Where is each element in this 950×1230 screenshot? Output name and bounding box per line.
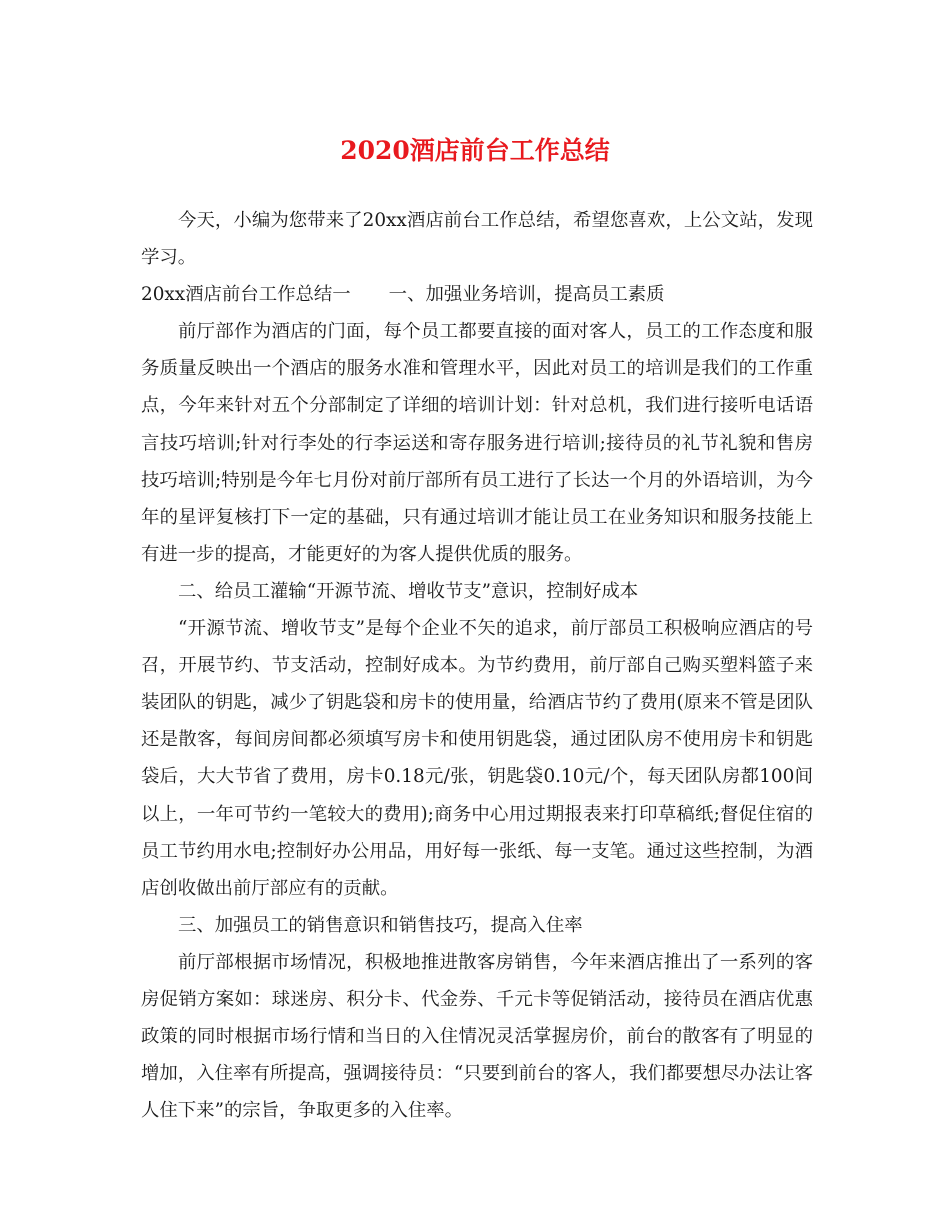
paragraph-3: 前厅部根据市场情况，积极地推进散客房销售，今年来酒店推出了一系列的客房促销方案如：球迷房、积分卡、代金券、千元卡等促销活动，接待员在酒店优惠政策的同时根据市场行情和当日的入住情况灵活掌握房价，前台的散客有了明显的增加，入住率有所提高，强调接待员：“只要到前台的客人，我们都要想尽办法让客人住下来”的宗旨，争取更多的入住率。: [141, 951, 813, 1122]
heading-2: 二、给员工灌输“开源节流、增收节支”意识，控制好成本: [178, 580, 639, 602]
intro-paragraph: 今天，小编为您带来了20xx酒店前台工作总结，希望您喜欢，上公文站，发现学习。: [141, 210, 813, 269]
paragraph-1: 前厅部作为酒店的门面，每个员工都要直接的面对客人，员工的工作态度和服务质量反映出一个酒店的服务水准和管理水平，因此对员工的培训是我们的工作重点，今年来针对五个分部制定了详细的培训计划：针对总机，我们进行接听电话语言技巧培训;针对行李处的行李运送和寄存服务进行培训;接待员的礼节礼貌和售房技巧培训;特别是今年七月份对前厅部所有员工进行了长达一个月的外语培训，为今年的星评复核打下一定的基础，只有通过培训才能让员工在业务知识和服务技能上有进一步的提高，才能更好的为客人提供优质的服务。: [141, 321, 813, 565]
paragraph-2: “开源节流、增收节支”是每个企业不矢的追求，前厅部员工积极响应酒店的号召，开展节约、节支活动，控制好成本。为节约费用，前厅部自己购买塑料篮子来装团队的钥匙，减少了钥匙袋和房卡的使用量，给酒店节约了费用(原来不管是团队还是散客，每间房间都必须填写房卡和使用钥匙袋，通过团队房不使用房卡和钥匙袋后，大大节省了费用，房卡0.18元/张，钥匙袋0.10元/个，每天团队房都100间以上，一年可节约一笔较大的费用);商务中心用过期报表来打印草稿纸;督促住宿的员工节约用水电;控制好办公用品，用好每一张纸、每一支笔。通过这些控制，为酒店创收做出前厅部应有的贡献。: [141, 618, 813, 899]
section-heading-line: [141, 276, 813, 313]
document-body: [141, 202, 813, 1129]
document-title: 2020酒店前台工作总结: [340, 136, 610, 165]
heading-3: 三、加强员工的销售意识和销售技巧，提高入住率: [178, 914, 583, 936]
section-label: 20xx酒店前台工作总结一: [141, 284, 351, 306]
heading-1: 一、加强业务培训，提高员工素质: [388, 284, 665, 306]
